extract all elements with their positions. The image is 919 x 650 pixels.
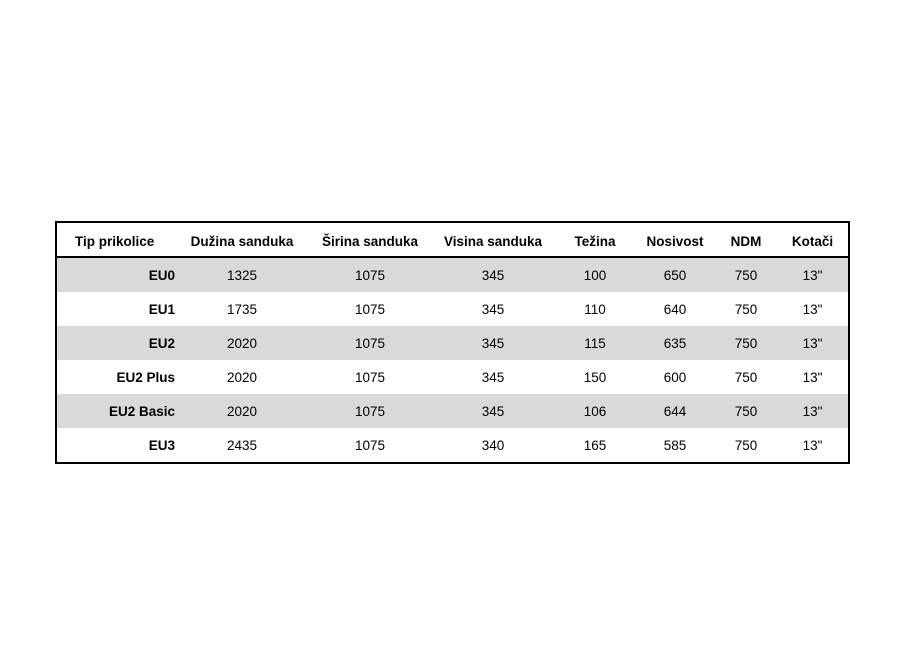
cell-box-length: 2020	[175, 326, 309, 360]
cell-load-capacity: 585	[663, 437, 687, 453]
cell-box-width: 1075	[309, 326, 431, 360]
cell-box-height: 345	[431, 394, 555, 428]
cell-wheels: 13"	[802, 301, 823, 317]
table-row	[57, 394, 848, 428]
cell-box-length: 1735	[226, 301, 258, 317]
cell-box-height: 340	[481, 437, 505, 453]
table-row	[57, 360, 848, 394]
cell-box-height: 345	[481, 301, 505, 317]
cell-ndm: 750	[734, 369, 758, 385]
cell-ndm: 750	[715, 257, 777, 292]
cell-ndm: 750	[715, 326, 777, 360]
trailer-spec-table	[57, 223, 848, 462]
cell-box-height: 345	[481, 369, 505, 385]
cell-wheels: 13"	[777, 394, 848, 428]
cell-wheels: 13"	[802, 437, 823, 453]
header-box-height: Visina sanduka	[431, 223, 555, 257]
cell-box-length: 2020	[175, 394, 309, 428]
trailer-spec-table-frame	[55, 221, 850, 464]
cell-box-length: 1325	[175, 257, 309, 292]
cell-load-capacity: 600	[663, 369, 687, 385]
cell-box-width: 1075	[354, 301, 386, 317]
cell-box-width: 1075	[309, 394, 431, 428]
cell-weight: 106	[555, 394, 635, 428]
table-row	[57, 326, 848, 360]
header-ndm: NDM	[715, 223, 777, 257]
cell-ndm: 750	[734, 437, 758, 453]
cell-ndm: 750	[715, 394, 777, 428]
header-trailer-type: Tip prikolice	[57, 223, 175, 257]
table-row	[57, 428, 848, 462]
cell-trailer-type: EU2	[57, 326, 175, 360]
cell-box-width: 1075	[309, 257, 431, 292]
cell-ndm: 750	[734, 301, 758, 317]
header-box-length: Dužina sanduka	[175, 223, 309, 257]
cell-weight: 150	[583, 369, 607, 385]
cell-trailer-type: EU3	[148, 437, 175, 453]
header-box-width: Širina sanduka	[309, 223, 431, 257]
cell-load-capacity: 635	[635, 326, 715, 360]
table-row	[57, 292, 848, 326]
cell-load-capacity: 640	[663, 301, 687, 317]
cell-box-height: 345	[431, 257, 555, 292]
header-load-capacity: Nosivost	[635, 223, 715, 257]
cell-load-capacity: 650	[635, 257, 715, 292]
header-weight: Težina	[555, 223, 635, 257]
cell-wheels: 13"	[777, 326, 848, 360]
cell-trailer-type: EU2 Basic	[57, 394, 175, 428]
cell-wheels: 13"	[802, 369, 823, 385]
cell-load-capacity: 644	[635, 394, 715, 428]
cell-weight: 165	[583, 437, 607, 453]
cell-box-length: 2020	[226, 369, 258, 385]
cell-trailer-type: EU1	[148, 301, 175, 317]
cell-box-width: 1075	[354, 369, 386, 385]
cell-wheels: 13"	[777, 257, 848, 292]
header-wheels: Kotači	[777, 223, 848, 257]
cell-weight: 115	[555, 326, 635, 360]
cell-box-width: 1075	[354, 437, 386, 453]
cell-weight: 100	[555, 257, 635, 292]
cell-trailer-type: EU2 Plus	[116, 369, 175, 385]
cell-box-length: 2435	[226, 437, 258, 453]
cell-trailer-type: EU0	[57, 257, 175, 292]
table-row	[57, 257, 848, 292]
table-header-row	[57, 223, 848, 257]
cell-box-height: 345	[431, 326, 555, 360]
cell-weight: 110	[584, 301, 606, 317]
